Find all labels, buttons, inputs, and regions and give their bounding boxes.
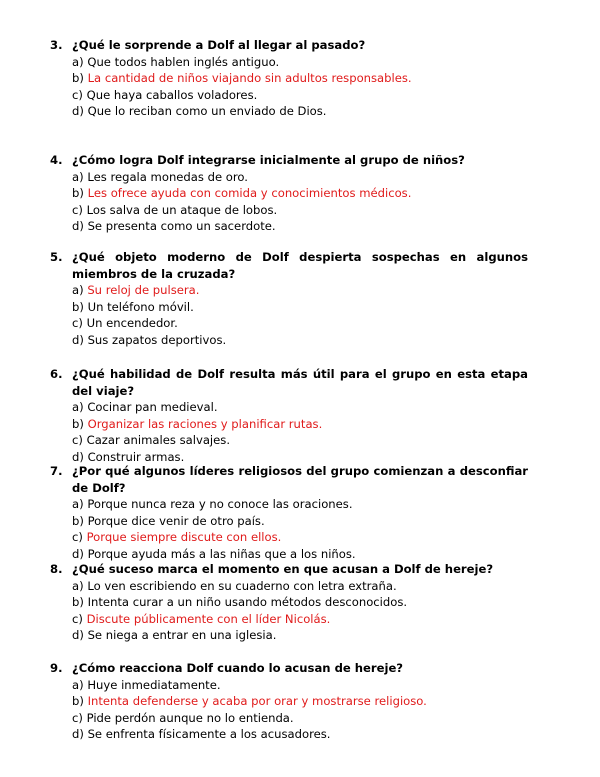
option-text: Un encendedor. [86, 316, 178, 330]
option-text: Su reloj de pulsera. [87, 283, 200, 297]
option-correct [72, 185, 528, 202]
option-letter: b) [72, 595, 84, 609]
option-correct [72, 70, 528, 87]
option-correct [72, 416, 528, 433]
option [72, 710, 528, 727]
option-letter: c) [72, 530, 83, 544]
option [72, 169, 528, 186]
option-letter: d) [72, 332, 84, 347]
options-list [50, 169, 528, 235]
option-letter: b) [72, 186, 84, 200]
option-letter: d) [72, 727, 84, 741]
option [72, 594, 528, 611]
question-text: ¿Cómo logra Dolf integrarse inicialmente al grupo de niños? [72, 153, 465, 167]
option-text: Los salva de un ataque de lobos. [86, 202, 278, 217]
question-block [50, 249, 528, 348]
option-text: Cocinar pan medieval. [87, 400, 218, 414]
option [72, 202, 528, 219]
option-text: Huye inmediatamente. [87, 677, 221, 692]
option-text: Organizar las raciones y planificar rutas. [87, 416, 323, 431]
option-letter: d) [72, 628, 84, 642]
option-letter: c) [72, 710, 83, 725]
option-correct [72, 282, 528, 299]
question-number: 7. [50, 464, 63, 478]
question-number: 5. [50, 250, 63, 264]
option-letter: b) [72, 694, 84, 708]
option [72, 578, 528, 595]
option [72, 677, 528, 694]
option [72, 496, 528, 513]
option-letter: d) [72, 546, 84, 561]
options-list [50, 496, 528, 562]
option [72, 546, 528, 563]
option [72, 399, 528, 416]
option [72, 315, 528, 332]
option [72, 513, 528, 530]
option-text: La cantidad de niños viajando sin adultos responsables. [87, 71, 412, 85]
option-letter: c) [72, 316, 83, 330]
option [72, 218, 528, 235]
option-text: Cazar animales salvajes. [86, 433, 230, 447]
question-block [50, 660, 528, 743]
question-text: ¿Cómo reacciona Dolf cuando lo acusan de hereje? [72, 661, 404, 675]
options-list [50, 54, 528, 120]
option-text: Porque nunca reza y no conoce las oraciones. [87, 497, 353, 511]
option [72, 299, 528, 316]
option-letter: c) [72, 611, 83, 626]
option-letter: d) [72, 449, 84, 464]
question-title [50, 660, 528, 677]
option-text: Sus zapatos deportivos. [87, 332, 227, 347]
option [72, 332, 528, 349]
option [72, 87, 528, 104]
option-letter: b) [72, 299, 84, 314]
option-text: Se niega a entrar en una iglesia. [87, 628, 277, 642]
question-title [50, 249, 528, 282]
options-list [50, 677, 528, 743]
question-block [50, 366, 528, 465]
option [72, 726, 528, 743]
option-text: Pide perdón aunque no lo entienda. [86, 710, 294, 725]
question-title [50, 37, 528, 54]
option-text: Porque dice venir de otro país. [87, 513, 265, 528]
option-letter: d) [72, 104, 84, 118]
question-block [50, 561, 528, 644]
option-letter: c) [72, 433, 83, 447]
question-text: ¿Qué objeto moderno de Dolf despierta sospechas en algunos miembros de la cruzada? [72, 250, 528, 281]
question-number: 4. [50, 153, 63, 167]
option-letter: a) [72, 497, 84, 511]
option-letter: c) [72, 202, 83, 217]
option-letter: b) [72, 416, 84, 431]
option-letter: a) [72, 578, 84, 593]
option [72, 54, 528, 71]
option-text: Que haya caballos voladores. [86, 87, 258, 102]
option [72, 627, 528, 644]
question-title [50, 152, 528, 169]
option-letter: d) [72, 219, 84, 233]
option [72, 432, 528, 449]
options-list [50, 578, 528, 644]
question-block [50, 463, 528, 562]
option [72, 103, 528, 120]
question-title [50, 561, 528, 578]
question-text: ¿Qué le sorprende a Dolf al llegar al pasado? [72, 38, 366, 52]
option-text: Intenta defenderse y acaba por orar y mostrarse religioso. [87, 694, 427, 708]
option-text: Construir armas. [87, 449, 185, 464]
question-number: 6. [50, 367, 63, 381]
option-text: Que lo reciban como un enviado de Dios. [87, 104, 327, 118]
option-text: Se enfrenta físicamente a los acusadores. [87, 727, 331, 741]
option-letter: a) [72, 283, 84, 297]
option-text: Que todos hablen inglés antiguo. [87, 54, 280, 69]
options-list [50, 399, 528, 465]
option-correct [72, 611, 528, 628]
options-list [50, 282, 528, 348]
option-text: Se presenta como un sacerdote. [87, 219, 276, 233]
question-text: ¿Por qué algunos líderes religiosos del grupo comienzan a desconfiar de Dolf? [72, 464, 528, 495]
option-text: Intenta curar a un niño usando métodos desconocidos. [87, 595, 408, 609]
question-number: 8. [50, 562, 63, 576]
option-letter: a) [72, 54, 84, 69]
question-block [50, 152, 528, 235]
question-block [50, 37, 528, 120]
question-title [50, 366, 528, 399]
option-letter: c) [72, 87, 83, 102]
option-letter: b) [72, 513, 84, 528]
option-correct [72, 693, 528, 710]
option-text: Discute públicamente con el líder Nicolás. [86, 611, 331, 626]
option-text: Porque siempre discute con ellos. [86, 530, 282, 544]
option-letter: a) [72, 169, 84, 184]
question-text: ¿Qué habilidad de Dolf resulta más útil para el grupo en esta etapa del viaje? [72, 367, 528, 398]
question-number: 3. [50, 38, 63, 52]
option-text: Lo ven escribiendo en su cuaderno con letra extraña. [87, 578, 397, 593]
option-correct [72, 529, 528, 546]
question-title [50, 463, 528, 496]
option-text: Un teléfono móvil. [87, 299, 194, 314]
option-text: Les ofrece ayuda con comida y conocimientos médicos. [87, 186, 412, 200]
question-text: ¿Qué suceso marca el momento en que acusan a Dolf de hereje? [72, 562, 494, 576]
option-letter: a) [72, 400, 84, 414]
option-text: Les regala monedas de oro. [87, 169, 248, 184]
question-number: 9. [50, 661, 63, 675]
option-text: Porque ayuda más a las niñas que a los niños. [87, 546, 356, 561]
option-letter: a) [72, 677, 84, 692]
option-letter: b) [72, 71, 84, 85]
